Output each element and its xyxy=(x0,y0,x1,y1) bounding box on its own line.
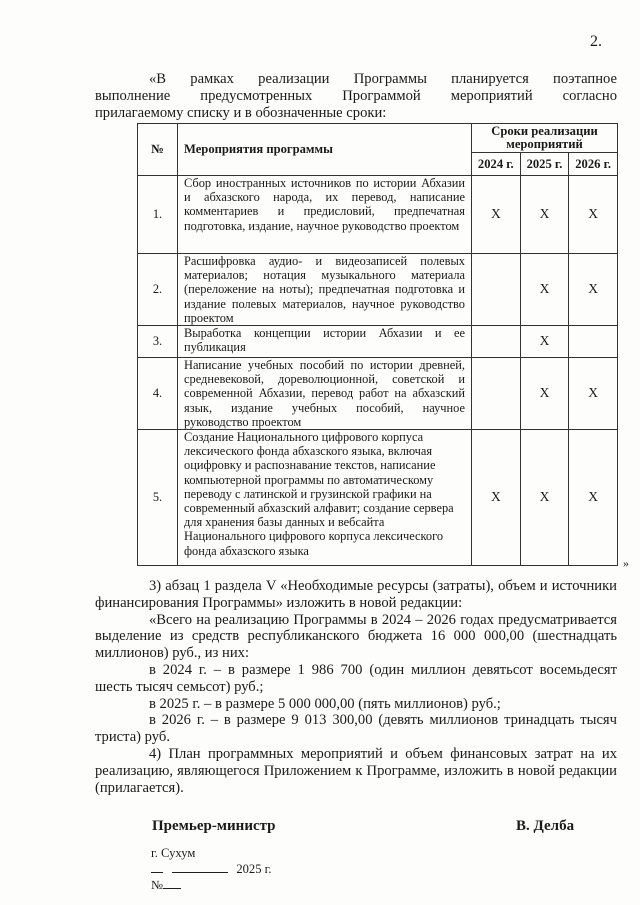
mark-2024 xyxy=(472,254,521,326)
table-row xyxy=(138,176,618,254)
mark-2024: X xyxy=(472,176,521,254)
paragraph-2026: в 2026 г. – в размере 9 013 300,00 (девять миллионов тринадцать тысяч триста) руб. xyxy=(95,712,617,746)
paragraph-item-3: 3) абзац 1 раздела V «Необходимые ресурсы (затраты), объем и источники финансирования Программы» изложить в новой редакции: xyxy=(95,578,617,611)
number-blank xyxy=(163,877,181,889)
paragraph-item-4: 4) План программных мероприятий и объем финансовых затрат на их реализацию, являющегося Приложением к Программе, изложить в новой редакции (прилагается). xyxy=(95,745,617,796)
row-activity: Выработка концепции истории Абхазии и ее публикация xyxy=(178,326,472,358)
mark-2025: X xyxy=(520,430,569,566)
page-number: 2. xyxy=(590,33,602,50)
intro-line-1: «В рамках реализации Программы планируется поэтапное xyxy=(149,71,617,87)
row-number: 3. xyxy=(138,326,178,358)
row-number: 1. xyxy=(138,176,178,254)
row-number: 5. xyxy=(138,430,178,566)
mark-2024: X xyxy=(472,430,521,566)
mark-2024 xyxy=(472,358,521,430)
mark-2024 xyxy=(472,326,521,358)
intro-line-2: выполнение предусмотренных Программой мероприятий согласно xyxy=(95,87,617,104)
mark-2026: X xyxy=(569,430,618,566)
city-label: г. Сухум xyxy=(151,846,196,860)
table-row xyxy=(138,326,618,358)
intro-line-3: прилагаемому списку и в обозначенные сроки: xyxy=(95,104,387,121)
row-activity: Расшифровка аудио- и видеозаписей полевых материалов; нотация музыкального материала (переложение на ноты); предпечатная подготовка и издание полевых материалов, научное руководство проектом xyxy=(178,254,472,326)
paragraph-2025: в 2025 г. – в размере 5 000 000,00 (пять миллионов) руб.; xyxy=(149,695,501,712)
signatory-name: В. Делба xyxy=(516,818,575,834)
mark-2026: X xyxy=(569,176,618,254)
table-header-row xyxy=(138,124,618,153)
closing-quote: » xyxy=(623,556,629,570)
mark-2025: X xyxy=(520,358,569,430)
header-year-2025: 2025 г. xyxy=(520,153,569,176)
table-row xyxy=(138,358,618,430)
header-year-2024: 2024 г. xyxy=(472,153,521,176)
signatory-title: Премьер-министр xyxy=(152,818,276,834)
row-number: 2. xyxy=(138,254,178,326)
row-activity: Написание учебных пособий по истории древней, средневековой, дореволюционной, советской и современной Абхазии, перевод работ на абхазский язык, издание учебных пособий, научное руководство проектом xyxy=(178,358,472,430)
day-blank xyxy=(151,861,163,873)
row-activity: Сбор иностранных источников по истории Абхазии и абхазского народа, их перевод, написание комментариев и предисловий, предпечатная подготовка, издание, научное руководство проектом xyxy=(178,176,472,254)
row-number: 4. xyxy=(138,358,178,430)
header-activity: Мероприятия программы xyxy=(178,124,472,176)
mark-2026 xyxy=(569,326,618,358)
date-year: 2025 г. xyxy=(236,862,272,876)
header-timeline: Сроки реализации мероприятий xyxy=(472,124,618,153)
paragraph-2024: в 2024 г. – в размере 1 986 700 (один миллион девятьсот восемьдесят шесть тысяч семьсот) руб.; xyxy=(95,661,617,695)
document-number-line xyxy=(151,877,181,893)
section-3-text xyxy=(95,578,617,796)
table-row xyxy=(138,254,618,326)
mark-2025: X xyxy=(520,254,569,326)
mark-2026: X xyxy=(569,358,618,430)
program-activities-table xyxy=(137,123,618,566)
header-number: № xyxy=(138,124,178,176)
paragraph-total-budget: «Всего на реализацию Программы в 2024 – 2026 годах предусматривается выделение из средств республиканского бюджета 16 000 000,00 (шестнадцать миллионов) руб., из них: xyxy=(95,611,617,662)
intro-paragraph xyxy=(95,71,617,121)
row-activity: Создание Национального цифрового корпуса лексического фонда абхазского языка, включая оцифровку и распознавание текстов, написание компьютерной программы по автоматическому переводу с латинской и грузинской графики на современный абхазский алфавит; создание сервера для хранения базы данных и вебсайта Национального цифрового корпуса лексического фонда абхазского языка xyxy=(178,430,472,566)
table-row xyxy=(138,430,618,566)
mark-2025: X xyxy=(520,326,569,358)
date-line xyxy=(151,861,272,877)
header-year-2026: 2026 г. xyxy=(569,153,618,176)
number-label: № xyxy=(151,878,164,892)
mark-2025: X xyxy=(520,176,569,254)
mark-2026: X xyxy=(569,254,618,326)
month-blank xyxy=(172,861,228,873)
